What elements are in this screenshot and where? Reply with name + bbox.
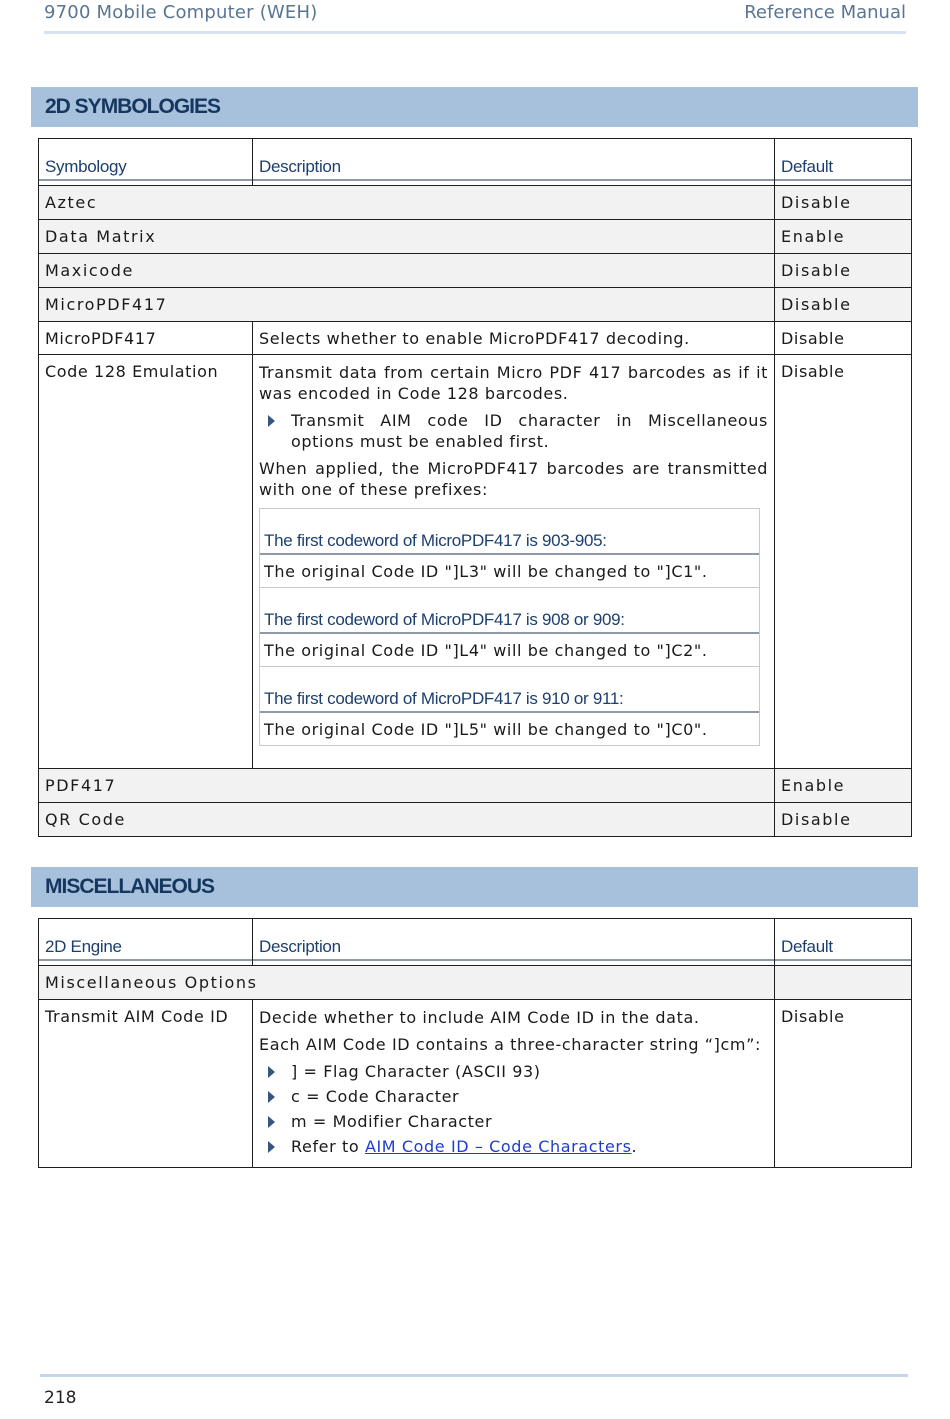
footer-rule	[40, 1374, 908, 1377]
group-row-data-matrix	[39, 220, 912, 254]
page-header	[44, 2, 906, 26]
description-text-2: When applied, the MicroPDF417 barcodes are transmitted with one of these prefixes:	[259, 459, 768, 499]
prefix-heading: The first codeword of MicroPDF417 is 910 or 911:	[260, 667, 759, 713]
setting-name: Transmit AIM Code ID	[39, 1000, 253, 1168]
group-row-pdf417	[39, 769, 912, 803]
description-text: Transmit data from certain Micro PDF 417 barcodes as if it was encoded in Code 128 barcodes.	[259, 363, 768, 403]
miscellaneous-table	[38, 918, 912, 1168]
group-name: QR Code	[39, 803, 775, 837]
default-value	[775, 966, 912, 1000]
bullet-triangle-icon	[268, 415, 275, 427]
column-header-description: Description	[253, 139, 775, 186]
column-header-symbology: Symbology	[39, 139, 253, 186]
prefix-text: The original Code ID "]L3" will be changed to "]C1".	[260, 555, 759, 588]
default-value: Disable	[775, 288, 912, 322]
bullet-triangle-icon	[268, 1066, 275, 1078]
table-header-row	[39, 139, 912, 186]
default-value: Disable	[775, 322, 912, 355]
header-rule	[44, 31, 906, 34]
table-row-transmit-aim-code-id	[39, 1000, 912, 1168]
section-title-2d-symbologies: 2D SYMBOLOGIES	[31, 87, 918, 127]
bullet-triangle-icon	[268, 1091, 275, 1103]
setting-description: Selects whether to enable MicroPDF417 decoding.	[253, 322, 775, 355]
refer-suffix: .	[631, 1137, 638, 1156]
header-title-right: Reference Manual	[744, 2, 906, 23]
group-name: MicroPDF417	[39, 288, 775, 322]
setting-description	[253, 355, 775, 769]
default-value: Disable	[775, 254, 912, 288]
header-title-left: 9700 Mobile Computer (WEH)	[44, 2, 318, 23]
section-title-miscellaneous: MISCELLANEOUS	[31, 867, 918, 907]
group-name: PDF417	[39, 769, 775, 803]
default-value: Enable	[775, 220, 912, 254]
setting-description	[253, 1000, 775, 1168]
refer-prefix: Refer to	[291, 1137, 365, 1156]
page-number: 218	[44, 1388, 77, 1408]
bullet-item	[259, 1086, 768, 1107]
column-header-2d-engine: 2D Engine	[39, 919, 253, 966]
column-header-description: Description	[253, 919, 775, 966]
column-header-default: Default	[775, 919, 912, 966]
bullet-triangle-icon	[268, 1116, 275, 1128]
group-row-qr-code	[39, 803, 912, 837]
group-name: Aztec	[39, 186, 775, 220]
setting-name: Code 128 Emulation	[39, 355, 253, 769]
group-name: Data Matrix	[39, 220, 775, 254]
default-value: Enable	[775, 769, 912, 803]
group-row-micropdf417	[39, 288, 912, 322]
group-name: Maxicode	[39, 254, 775, 288]
bullet-text: Transmit AIM code ID character in Miscellaneous options must be enabled first.	[291, 411, 768, 451]
table-header-row	[39, 919, 912, 966]
bullet-item	[259, 1111, 768, 1132]
description-text-2: Each AIM Code ID contains a three-character string “]cm”:	[259, 1035, 761, 1054]
bullet-text: m = Modifier Character	[291, 1112, 493, 1131]
default-value: Disable	[775, 803, 912, 837]
aim-code-id-link[interactable]: AIM Code ID – Code Characters	[364, 1137, 632, 1156]
prefix-heading: The first codeword of MicroPDF417 is 908 or 909:	[260, 588, 759, 634]
column-header-default: Default	[775, 139, 912, 186]
table-row-code128-emulation	[39, 355, 912, 769]
group-row-miscellaneous-options	[39, 966, 912, 1000]
setting-name: MicroPDF417	[39, 322, 253, 355]
default-value: Disable	[775, 355, 912, 769]
bullet-item	[259, 410, 768, 452]
bullet-item	[259, 1061, 768, 1082]
group-row-aztec	[39, 186, 912, 220]
bullet-item	[259, 1136, 768, 1157]
prefix-table	[259, 508, 760, 746]
table-row-micropdf417	[39, 322, 912, 355]
prefix-heading: The first codeword of MicroPDF417 is 903-905:	[260, 509, 759, 555]
prefix-text: The original Code ID "]L5" will be changed to "]C0".	[264, 720, 708, 739]
group-name: Miscellaneous Options	[39, 966, 775, 1000]
symbologies-table	[38, 138, 912, 837]
group-row-maxicode	[39, 254, 912, 288]
description-text: Decide whether to include AIM Code ID in the data.	[259, 1008, 700, 1027]
default-value: Disable	[775, 1000, 912, 1168]
prefix-text: The original Code ID "]L4" will be changed to "]C2".	[260, 634, 759, 667]
bullet-text: ] = Flag Character (ASCII 93)	[291, 1062, 541, 1081]
bullet-text: c = Code Character	[291, 1087, 460, 1106]
bullet-triangle-icon	[268, 1141, 275, 1153]
default-value: Disable	[775, 186, 912, 220]
